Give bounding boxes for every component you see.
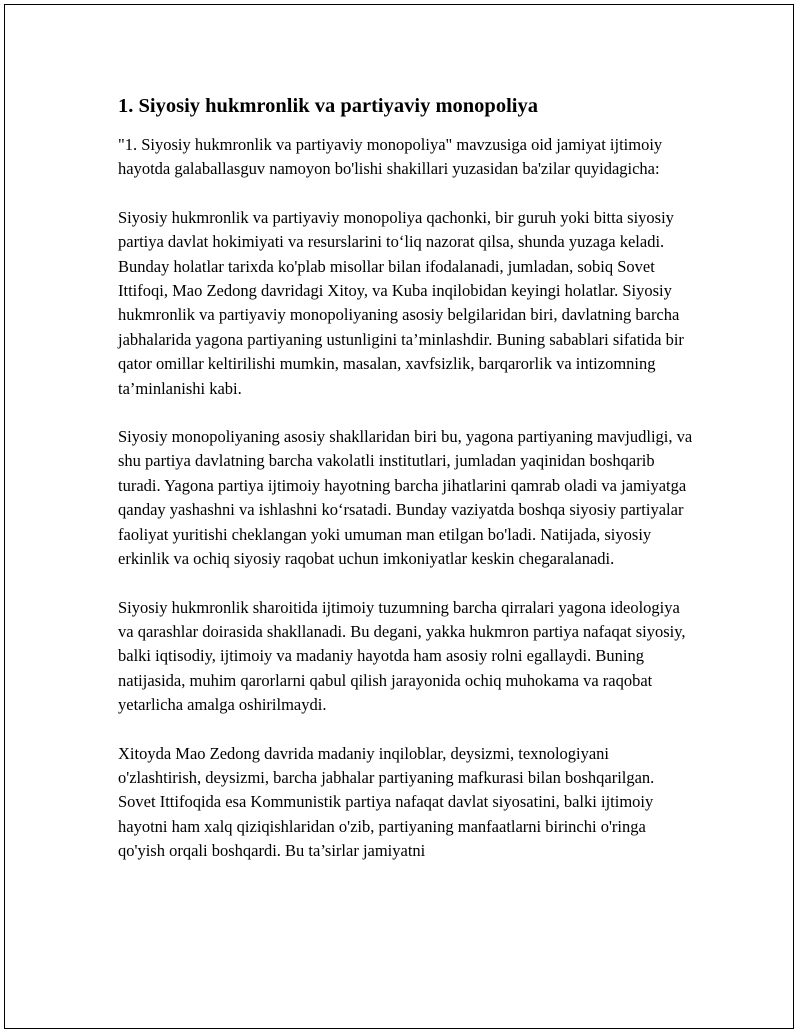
page-title: 1. Siyosiy hukmronlik va partiyaviy monopoliya [118,95,538,117]
intro-paragraph: "1. Siyosiy hukmronlik va partiyaviy monopoliya" mavzusiga oid jamiyat ijtimoiy hayotda galaballasguv namoyon bo'lishi shakillari yuzasidan ba'zilar quyidagicha: [118,135,663,179]
paragraph-ideology: Siyosiy hukmronlik sharoitida ijtimoiy tuzumning barcha qirralari yagona ideologiya va qarashlar doirasida shakllanadi. Bu degani, yakka hukmron partiya nafaqat siyosiy, balki iqtisodiy, ijtimoiy va madaniy hayotda ham asosiy rolni egallaydi. Buning natijasida, muhim qarorlarni qabul qilish jarayonida ochiq muhokama va raqobat yetarlicha amalga oshirilmaydi. [118,597,686,715]
paragraph-examples: Xitoyda Mao Zedong davrida madaniy inqiloblar, deysizmi, texnologiyani o'zlashtirish, deysizmi, barcha jabhalar partiyaning mafkurasi bilan boshqarilgan. Sovet Ittifoqida esa Kommunistik partiya nafaqat davlat siyosatini, balki ijtimoiy hayotni ham xalq qiziqishlaridan o'zib, partiyaning manfaatlarni birinchi o'ringa qo'yish orqali boshqardi. Bu ta’sirlar jamiyatni [118,743,655,861]
paragraph-definition: Siyosiy hukmronlik va partiyaviy monopoliya qachonki, bir guruh yoki bitta siyosiy partiya davlat hokimiyati va resurslarini to‘liq nazorat qilsa, shunda yuzaga keladi. Bunday holatlar tarixda ko'plab misollar bilan ifodalanadi, jumladan, sobiq Sovet Ittifoqi, Mao Zedong davridagi Xitoy, va Kuba inqilobidan keyingi holatlar. Siyosiy hukmronlik va partiyaviy monopoliyaning asosiy belgilaridan biri, davlatning barcha jabhalarida yagona partiyaning ustunligini ta’minlashdir. Buning sabablari sifatida bir qator omillar keltirilishi mumkin, masalan, xavfsizlik, barqarorlik va intizomning ta’minlanishi kabi. [118,207,684,398]
paragraph-single-party: Siyosiy monopoliyaning asosiy shakllaridan biri bu, yagona partiyaning mavjudligi, va shu partiya davlatning barcha vakolatli institutlari, jumladan yaqinidan boshqarib turadi. Yagona partiya ijtimoiy hayotning barcha jihatlarini qamrab oladi va jamiyatga qanday yashashni va ishlashni ko‘rsatadi. Bunday vaziyatda boshqa siyosiy partiyalar faoliyat yuritishi cheklangan yoki umuman man etilgan bo'ladi. Natijada, siyosiy erkinlik va ochiq siyosiy raqobat uchun imkoniyatlar keskin chegaralanadi. [118,427,693,569]
document-body [118,93,693,888]
